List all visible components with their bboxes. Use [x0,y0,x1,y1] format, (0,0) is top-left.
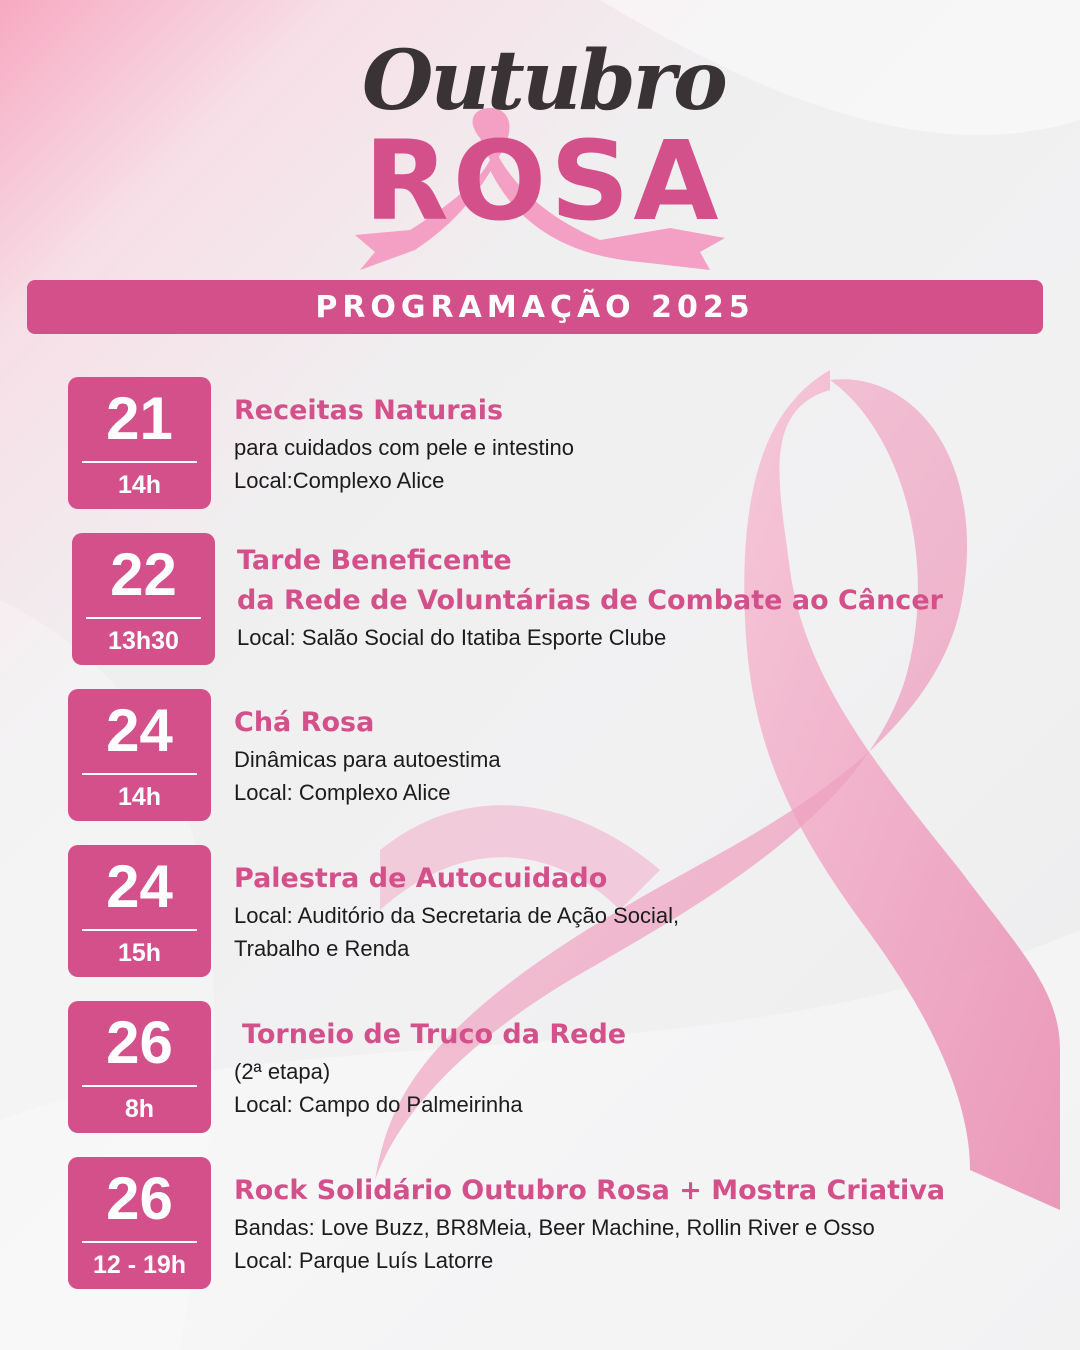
date-badge [68,845,211,977]
date-divider [82,773,197,775]
event-title: Chá Rosa [234,707,375,738]
event-info-line: Trabalho e Renda [234,936,410,961]
event-day: 26 [106,1165,173,1232]
event-time: 12 - 19h [92,1251,187,1279]
logo-script-text: Outubro [362,33,725,129]
date-badge [68,377,211,509]
event-title: da Rede de Voluntárias de Combate ao Câncer [237,585,943,616]
event-info-line: para cuidados com pele e intestino [234,435,574,460]
event-info-line: Local: Auditório da Secretaria de Ação Social, [234,903,680,928]
date-divider [82,1241,197,1243]
event-item [0,1157,1080,1291]
event-day: 24 [106,697,173,764]
date-divider [82,461,197,463]
event-info-line: (2ª etapa) [234,1059,331,1084]
event-title: Palestra de Autocuidado [234,863,608,894]
event-item [0,1001,1080,1135]
date-divider [86,617,201,619]
event-title: Tarde Beneficente [237,545,512,576]
event-day: 22 [110,541,177,608]
event-title: Torneio de Truco da Rede [242,1019,627,1050]
event-item [0,845,1080,979]
event-time: 14h [117,471,162,499]
event-info-line: Local:Complexo Alice [234,468,445,493]
event-info-line: Bandas: Love Buzz, BR8Meia, Beer Machine, Rollin River e Osso [234,1215,875,1240]
date-divider [82,929,197,931]
event-time: 8h [124,1095,155,1123]
event-details [237,541,943,654]
date-badge [68,1001,211,1133]
event-time: 14h [117,783,162,811]
event-title: Receitas Naturais [234,395,504,426]
event-info-line: Local: Salão Social do Itatiba Esporte Clube [237,625,667,650]
date-badge [68,1157,211,1289]
event-details [234,859,679,965]
date-badge [72,533,215,665]
event-title: Rock Solidário Outubro Rosa + Mostra Criativa [234,1175,946,1206]
logo-title-text: ROSA [364,117,723,245]
event-logo [340,30,740,280]
event-item [0,689,1080,823]
date-badge [68,689,211,821]
event-time: 15h [117,939,162,967]
event-details [234,391,574,497]
event-day: 26 [106,1009,173,1076]
event-day: 21 [106,385,173,452]
event-info-line: Dinâmicas para autoestima [234,747,501,772]
event-item [0,533,1080,667]
event-info-line: Local: Complexo Alice [234,780,451,805]
program-banner: PROGRAMAÇÃO 2025 [27,280,1043,334]
event-details [234,703,501,809]
date-divider [82,1085,197,1087]
event-details [234,1015,626,1121]
event-time: 13h30 [108,627,179,655]
event-day: 24 [106,853,173,920]
event-item [0,377,1080,511]
event-info-line: Local: Campo do Palmeirinha [234,1092,523,1117]
event-details [234,1171,945,1277]
event-info-line: Local: Parque Luís Latorre [234,1248,494,1273]
